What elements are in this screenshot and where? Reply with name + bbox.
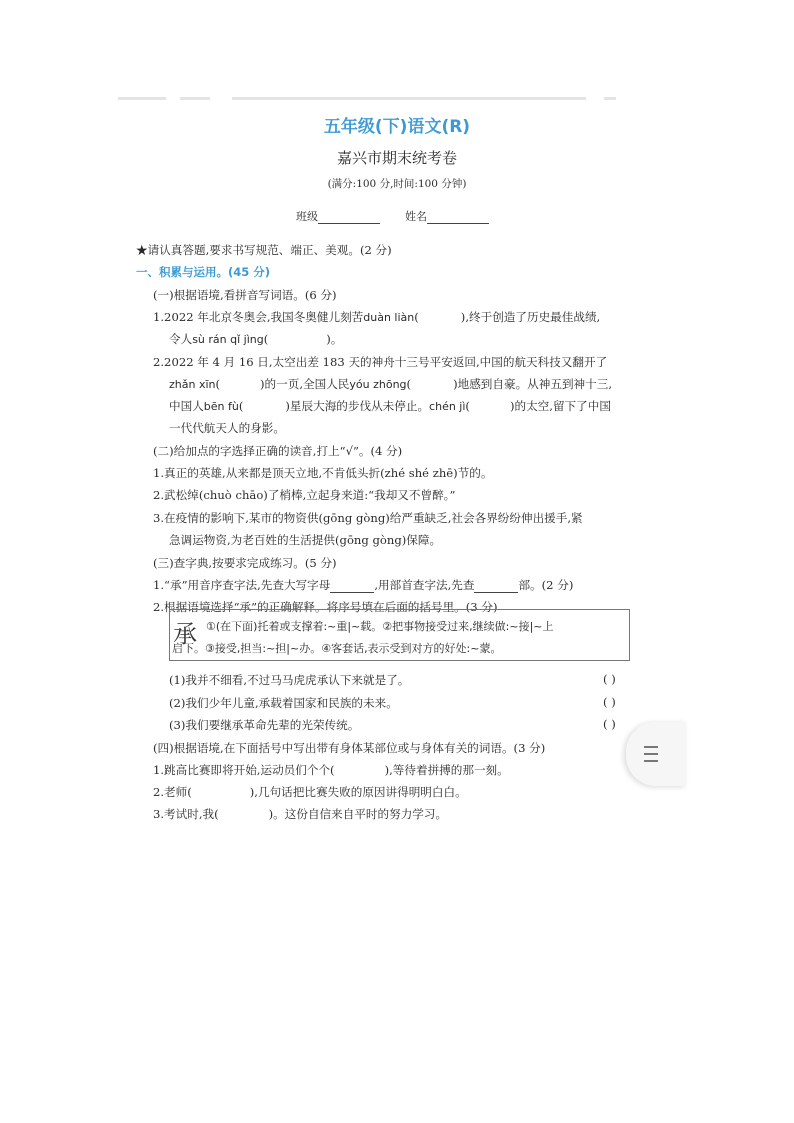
student-info <box>296 208 489 224</box>
answer-parentheses[interactable]: ( ) <box>603 695 616 709</box>
dictionary-definition: 启下。③接受,担当:~担|~办。④客套话,表示受到对方的好处:~蒙。 <box>172 642 502 655</box>
answer-parentheses[interactable]: ( ) <box>603 717 616 731</box>
scan-edge-line <box>604 97 616 100</box>
answer-blank[interactable] <box>474 592 518 593</box>
dictionary-entry-box <box>169 609 630 661</box>
sentence-line: (2)我们少年儿童,承载着国家和民族的未来。 <box>169 696 398 710</box>
name-blank[interactable] <box>427 223 489 224</box>
class-label: 班级 <box>296 210 318 223</box>
answer-blank[interactable] <box>330 592 374 593</box>
question-line: 3.在疫情的影响下,某市的物资供(gōng gòng)给严重缺乏,社会各界纷纷伸出援手,紧 <box>153 511 583 525</box>
part-title: (四)根据语境,在下面括号中写出带有身体某部位或与身体有关的词语。(3 分) <box>153 741 546 755</box>
question-line: 急调运物资,为老百姓的生活提供(gōng gòng)保障。 <box>169 533 442 547</box>
exam-title: 五年级(下)语文(R) <box>323 117 471 137</box>
sentence-line: (1)我并不细看,不过马马虎虎承认下来就是了。 <box>169 673 410 687</box>
scan-edge-line <box>118 97 166 100</box>
question-line: 2.武松绰(chuò chāo)了梢棒,立起身来道:“我却又不曾醉。” <box>153 488 456 502</box>
question-line: 2.老师( ),几句话把比赛失败的原因讲得明明白白。 <box>153 785 467 799</box>
scan-edge-line <box>180 97 210 100</box>
exam-meta: (满分:100 分,时间:100 分钟) <box>327 178 467 190</box>
sentence-line: (3)我们要继承革命先辈的光荣传统。 <box>169 718 360 732</box>
scan-edge-line <box>232 97 586 100</box>
notice: ★请认真答题,要求书写规范、端正、美观。(2 分) <box>136 243 392 257</box>
question-line: zhǎn xīn( )的一页,全国人民yóu zhōng( )地感到自豪。从神五到神十三, <box>169 377 613 391</box>
class-blank[interactable] <box>318 223 380 224</box>
exam-subtitle: 嘉兴市期末统考卷 <box>336 149 457 167</box>
part-title: (二)给加点的字选择正确的读音,打上“√”。(4 分) <box>153 444 403 458</box>
part-title: (一)根据语境,看拼音写词语。(6 分) <box>153 288 337 302</box>
question-line: 3.考试时,我( )。这份自信来自平时的努力学习。 <box>153 807 448 821</box>
dictionary-definition: ①(在下面)托着或支撑着:~重|~载。②把事物接受过来,继续做:~接|~上 <box>206 620 554 633</box>
question-line: 2.2022 年 4 月 16 日,太空出差 183 天的神舟十三号平安返回,中国的航天科技又翻开了 <box>153 355 608 369</box>
answer-parentheses[interactable]: ( ) <box>603 672 616 686</box>
question-line: 一代代航天人的身影。 <box>169 421 285 435</box>
question-line: 1.2022 年北京冬奥会,我国冬奥健儿刻苦duàn liàn( ),终于创造了历史最佳战绩, <box>153 310 601 324</box>
part-title: (三)查字典,按要求完成练习。(5 分) <box>153 556 337 570</box>
question-line: 1.跳高比赛即将开始,运动员们个个( ),等待着拼搏的那一刻。 <box>153 763 509 777</box>
name-label: 姓名 <box>405 210 427 223</box>
question-line: 2.根据语境选择“承”的正确解释。将序号填在后面的括号里。(3 分) <box>153 600 498 614</box>
question-line: 1.“承”用音序查字法,先查大写字母 ,用部首查字法,先查 部。(2 分) <box>153 578 574 592</box>
side-menu-button[interactable] <box>626 722 686 786</box>
question-line: 令人sù rán qǐ jìng( )。 <box>169 332 343 346</box>
dictionary-character: 承 <box>173 620 197 648</box>
section-title: 一、积累与运用。(45 分) <box>136 265 271 279</box>
question-line: 中国人bēn fù( )星辰大海的步伐从未停止。chén jì( )的太空,留下了中国 <box>169 399 611 413</box>
question-line: 1.真正的英雄,从来都是顶天立地,不肯低头折(zhé shé zhē)节的。 <box>153 466 493 480</box>
